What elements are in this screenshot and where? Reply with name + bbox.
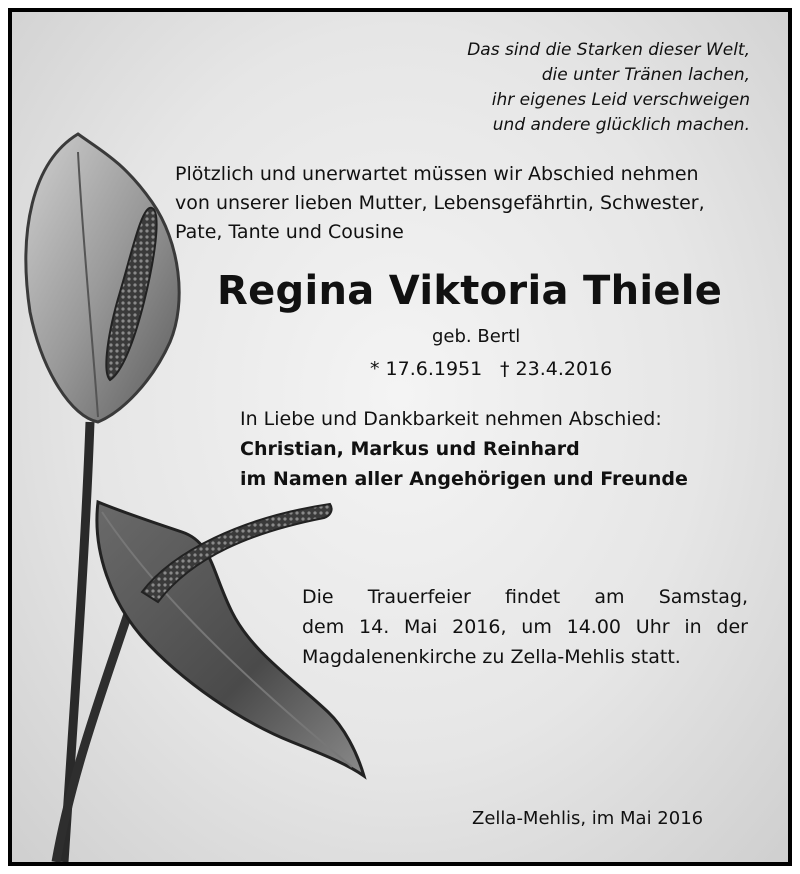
mourners-intro: In Liebe und Dankbarkeit nehmen Abschied: [240, 408, 662, 430]
poem-line: Das sind die Starken dieser Welt, [467, 40, 750, 60]
mourners-family: im Namen aller Angehörigen und Freunde [240, 468, 688, 490]
announcement-line: Pate, Tante und Cousine [175, 221, 404, 243]
announcement-text [175, 160, 705, 247]
funeral-notice [302, 582, 748, 672]
upper-spathe [26, 134, 179, 422]
announcement-line: Plötzlich und unerwartet müssen wir Abschied nehmen [175, 163, 699, 185]
poem-line: und andere glücklich machen. [492, 115, 750, 135]
announcement-line: von unserer lieben Mutter, Lebensgefährtin, Schwester, [175, 192, 705, 214]
funeral-line: Magdalenenkirche zu Zella-Mehlis statt. [302, 646, 681, 668]
death-date: † 23.4.2016 [500, 358, 613, 380]
poem-line: die unter Tränen lachen, [541, 65, 750, 85]
birth-name: geb. Bertl [432, 326, 521, 347]
lower-stem [56, 602, 132, 862]
mourners-names: Christian, Markus und Reinhard [240, 438, 580, 460]
funeral-line: dem 14. Mai 2016, um 14.00 Uhr in der [302, 616, 748, 638]
mourners-block [240, 404, 688, 494]
funeral-line: Die Trauerfeier findet am Samstag, [302, 586, 748, 608]
deceased-name: Regina Viktoria Thiele [217, 268, 723, 314]
obituary-frame [8, 8, 792, 866]
poem [432, 38, 750, 138]
place-and-date: Zella-Mehlis, im Mai 2016 [472, 808, 704, 829]
birth-date: * 17.6.1951 [370, 358, 483, 380]
poem-line: ihr eigenes Leid verschweigen [491, 90, 750, 110]
